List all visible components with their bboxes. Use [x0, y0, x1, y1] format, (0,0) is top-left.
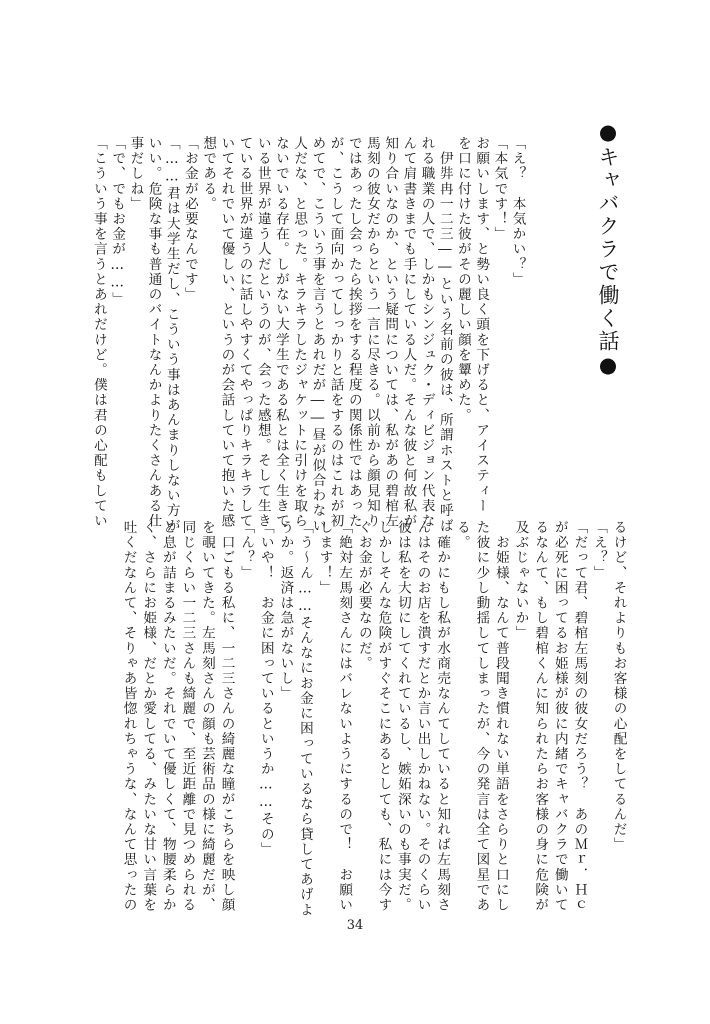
text-column: 「で、でもお金が……」 — [109, 136, 126, 307]
text-column: 「いや！ お金に困っているというか……その」 — [257, 520, 274, 857]
text-column: ている世界が違うのに話しやすくてやっぱりキラキラして — [236, 136, 253, 529]
text-column: れる職業の人で、しかもシンジュク・ディビジョン代表な — [418, 136, 435, 529]
text-column: します！」 — [316, 520, 333, 596]
text-column: ぐお金が必要なのだ。 — [355, 520, 372, 671]
text-column: 口ごもる私に、一二三さんの綺麗な瞳がこちらを映し顔 — [218, 520, 235, 913]
text-column: めてで、こういう事を言うとあれだが――昼が似合わない — [309, 136, 326, 534]
text-column: 伊弉冉一二三――という名前の彼は、所謂ホストと呼ば — [436, 136, 453, 534]
text-column: 及ぶじゃないか」 — [512, 520, 529, 641]
text-column: 確かにもし私が水商売なんてしていると知れば左馬刻さ — [434, 520, 451, 913]
text-column: うか。返済は急がないし」 — [277, 520, 294, 702]
text-column: 想である。 — [200, 136, 217, 212]
text-column: を覗いてきた。左馬刻さんの顔も芸術品の様に綺麗だが、 — [198, 520, 215, 913]
text-column: 「ん？」 — [238, 520, 255, 581]
text-column: 彼は私を大切にしてくれているし、嫉妬深いのも事実だ。 — [394, 520, 411, 913]
text-column: お姫様、なんて普段聞き慣れない単語をさらりと口にし — [492, 520, 509, 913]
text-column: が、こうして面向かってしっかりと話をするのはこれが初 — [327, 136, 344, 529]
text-column: 「う～ん……そんなにお金に困っているなら貸してあげよ — [296, 520, 313, 918]
text-column: 「本気です！」 — [491, 136, 508, 242]
text-column: 事だしね」 — [127, 136, 144, 212]
text-column: んて肩書きまでも手にしている人だ。そんな彼と何故私が — [400, 136, 417, 529]
text-column: ではあったし会ったら挨拶をする程度の関係性ではあった — [345, 136, 362, 529]
text-column: 知り合いなのか、という疑問については、私があの碧棺左 — [382, 136, 399, 529]
text-column: 馬刻の彼女だからという一言に尽きる。以前から顔見知り — [363, 136, 380, 529]
text-column: る。 — [453, 520, 470, 551]
text-column: お願いします、と勢い良く頭を下げると、アイスティー — [473, 136, 490, 514]
text-column: しかしそんな危険がすぐそこにあるとしても、私には今す — [375, 520, 392, 913]
text-column: 人だな、と思った。キラキラしたジャケットに引けを取ら — [291, 136, 308, 529]
text-column: んはそのお店を潰すだとか言い出しかねない。そのくらい — [414, 520, 431, 913]
text-column: 「だって君、碧棺左馬刻の彼女だろう？ あのＭｒ．Ｈｃ — [571, 520, 588, 913]
text-column: ないでいる存在。しがない大学生である私とは全く生きて — [272, 136, 289, 529]
page-number: 34 — [346, 918, 364, 933]
text-column: 「絶対左馬刻さんにはバレないようにするので！ お願い — [336, 520, 353, 913]
text-column: が必死に困ってるお姫様が彼に内緒でキャバクラで働いて — [551, 520, 568, 913]
text-column: るけど、それよりもお客様の心配をしてるんだ」 — [610, 520, 627, 853]
text-column: 「こういう事を言うとあれだけど。僕は君の心配もしてい — [90, 136, 107, 529]
text-column: るなんて、もし碧棺くんに知られたらお客様の身に危険が — [532, 520, 549, 913]
text-column: と息が詰まるみたいだ。それでいて優しくて、物腰柔らか — [159, 520, 176, 913]
text-column: 「え？ 本気かい？」 — [509, 136, 526, 287]
text-column: た彼に少し動揺してしまったが、今の発言は全て図星であ — [473, 520, 490, 913]
text-column: いる世界が違う人だというのが、会った感想。そして生き — [254, 136, 271, 529]
text-column: いい。危険な事も普通のバイトなんかよりたくさんある仕 — [145, 136, 162, 529]
text-column: 「お金が必要なんです」 — [181, 136, 198, 303]
text-column: 「え？」 — [590, 520, 607, 581]
text-column: いてそれでいて優しい、というのが会話していて抱いた感 — [218, 136, 235, 529]
text-column: く、さらにお姫様、だとか愛してる、みたいな甘い言葉を — [140, 520, 157, 913]
text-column: 「……君は大学生だし、こういう事はあんまりしない方が — [163, 136, 180, 534]
text-column: を口に付けた彼がその麗しい顔を顰めた。 — [454, 136, 471, 423]
chapter-title: ●キャバクラで働く話● — [596, 120, 620, 379]
text-column: 吐くだなんて、そりゃあ皆惚れちゃうな、なんて思ったの — [120, 520, 137, 913]
text-column: 同じくらい一二三さんも綺麗で、至近距離で見つめられる — [179, 520, 196, 913]
